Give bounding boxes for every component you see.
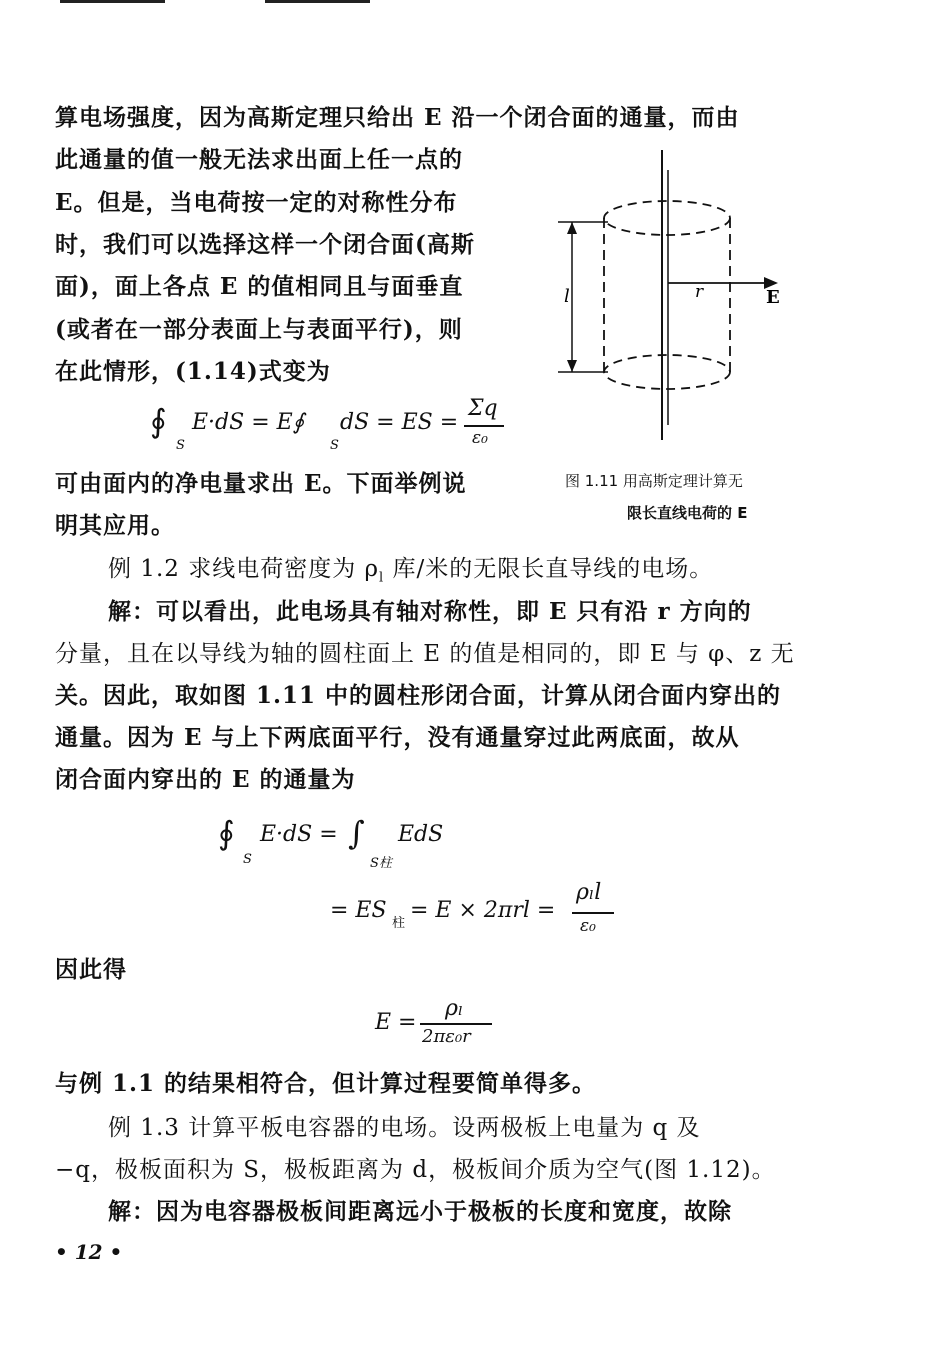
label-E: E xyxy=(766,287,780,308)
arrow-up-icon xyxy=(567,222,577,234)
fraction-numerator: ρₗ xyxy=(445,996,464,1021)
subscript: 柱 xyxy=(392,916,406,931)
top-rule-left xyxy=(60,0,165,3)
text-line: 算电场强度，因为高斯定理只给出 E 沿一个闭合面的通量，而由 xyxy=(55,104,740,131)
text-line: 面)，面上各点 E 的值相同且与面垂直 xyxy=(55,273,464,300)
integral-subscript: S xyxy=(243,852,252,867)
fraction-bar xyxy=(420,1023,492,1025)
text-line: 通量。因为 E 与上下两底面平行，没有通量穿过此两底面，故从 xyxy=(55,724,740,751)
text-line: 可由面内的净电量求出 E。下面举例说 xyxy=(55,470,467,497)
text-line: 因此得 xyxy=(55,956,127,983)
cylinder-bottom xyxy=(604,355,730,389)
example-text: 库/米的无限长直导线的电场。 xyxy=(384,556,714,582)
text-line: E。但是，当电荷按一定的对称性分布 xyxy=(55,189,458,216)
fraction-numerator: Σq xyxy=(468,396,498,421)
subscript: l xyxy=(379,570,385,586)
text-line: (或者在一部分表面上与表面平行)，则 xyxy=(55,316,463,343)
equation-part: E·dS = xyxy=(260,822,338,847)
arrow-down-icon xyxy=(567,360,577,372)
equation-part: = ES xyxy=(330,898,387,923)
text-line: 明其应用。 xyxy=(55,512,175,539)
fraction-numerator: ρₗl xyxy=(576,880,602,905)
top-rule-right xyxy=(265,0,370,3)
contour-integral-symbol: ∮ xyxy=(218,814,235,852)
contour-integral-symbol: ∮ xyxy=(150,402,167,440)
equation-part: E·dS = E∮ xyxy=(192,410,305,435)
figure-gauss-cylinder xyxy=(550,150,810,450)
text-line: 分量，且在以导线为轴的圆柱面上 E 的值是相同的，即 E 与 φ、z 无 xyxy=(55,641,795,667)
text-line: 与例 1.1 的结果相符合，但计算过程要简单得多。 xyxy=(55,1070,597,1097)
text-line: 闭合面内穿出的 E 的通量为 xyxy=(55,766,356,793)
integral-subscript: S柱 xyxy=(370,856,392,871)
text-line: 在此情形，(1.14)式变为 xyxy=(55,358,331,385)
integral-symbol: ∫ xyxy=(348,814,365,852)
label-r: r xyxy=(695,282,704,302)
equation-part: dS = ES = xyxy=(340,410,459,435)
fraction-bar xyxy=(572,912,614,914)
figure-caption: 限长直线电荷的 E xyxy=(627,504,748,522)
fraction-denominator: ε₀ xyxy=(472,428,488,448)
integral-subscript: S xyxy=(330,438,339,453)
example-text: 例 1.2 求线电荷密度为 ρ xyxy=(108,556,380,582)
text-line: −q，极板面积为 S，极板距离为 d，极板间介质为空气(图 1.12)。 xyxy=(55,1157,776,1183)
example-heading: 例 1.3 计算平板电容器的电场。设两极板上电量为 q 及 xyxy=(108,1115,701,1141)
text-line: 解：因为电容器极板间距离远小于极板的长度和宽度，故除 xyxy=(108,1198,732,1225)
equation-part: E = xyxy=(375,1010,417,1035)
page-number: • 12 • xyxy=(55,1240,123,1264)
text-line: 关。因此，取如图 1.11 中的圆柱形闭合面，计算从闭合面内穿出的 xyxy=(55,682,782,709)
fraction-bar xyxy=(464,425,504,427)
text-line: 解：可以看出，此电场具有轴对称性，即 E 只有沿 r 方向的 xyxy=(108,598,752,625)
example-heading xyxy=(108,553,713,595)
cylinder-top xyxy=(604,201,730,235)
text-line: 时，我们可以选择这样一个闭合面(高斯 xyxy=(55,231,475,258)
text-line: 此通量的值一般无法求出面上任一点的 xyxy=(55,146,463,173)
integral-subscript: S xyxy=(176,438,185,453)
label-l: l xyxy=(564,286,570,307)
fraction-denominator: ε₀ xyxy=(580,916,596,936)
equation-part: EdS xyxy=(398,822,444,847)
equation-part: = E × 2πrl = xyxy=(410,898,556,923)
figure-caption: 图 1.11 用高斯定理计算无 xyxy=(565,472,743,490)
fraction-denominator: 2πε₀r xyxy=(422,1026,471,1047)
